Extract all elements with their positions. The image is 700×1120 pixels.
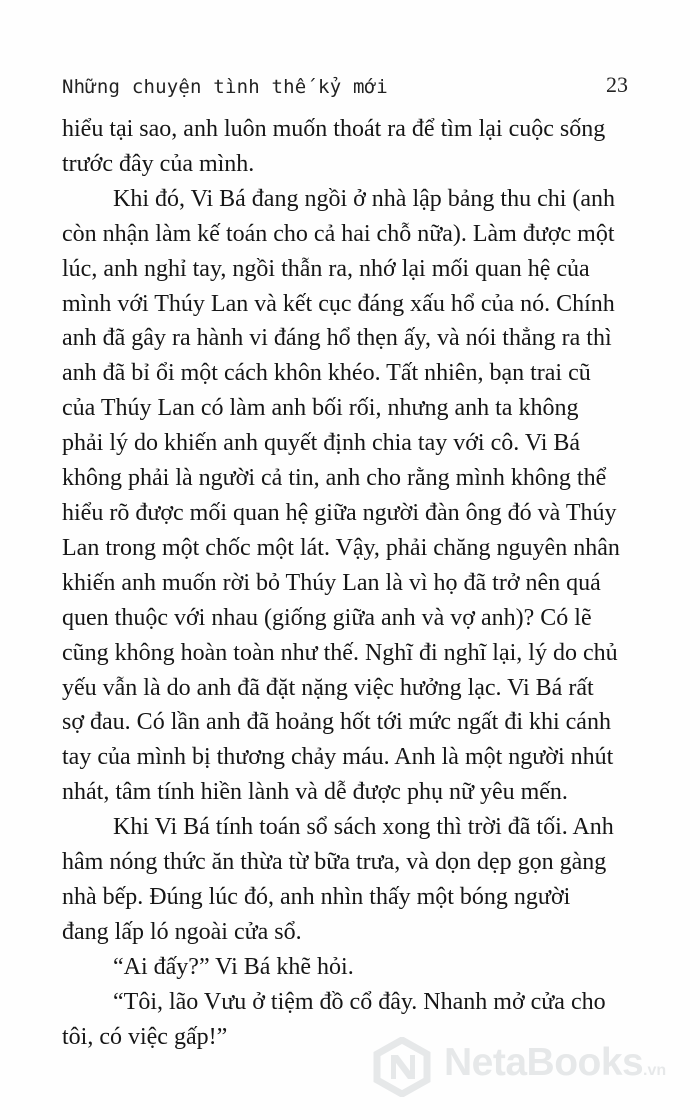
text-line: anh đã bỉ ổi một cách khôn khéo. Tất nhiên, bạn trai cũ [62, 360, 591, 387]
chapter-body [62, 112, 630, 1054]
text-line: tay của mình bị thương chảy máu. Anh là một người nhút [62, 744, 614, 771]
text-line: của Thúy Lan có làm anh bối rối, nhưng anh ta không [62, 395, 579, 422]
paragraph-1 [62, 112, 630, 182]
netabooks-watermark [372, 1037, 682, 1107]
text-line: tôi, có việc gấp!” [62, 1023, 228, 1050]
paragraph-3 [62, 810, 630, 950]
text-line: hiểu rõ được mối quan hệ giữa người đàn ông đó và Thúy [62, 499, 617, 526]
netabooks-logo-icon [372, 1037, 432, 1097]
text-line: trước đây của mình. [62, 150, 255, 177]
watermark-domain-suffix: .vn [643, 1062, 667, 1079]
text-line: sợ đau. Có lần anh đã hoảng hốt tới mức ngất đi khi cánh [62, 709, 611, 736]
text-line: cũng không hoàn toàn như thế. Nghĩ đi nghĩ lại, lý do chủ [62, 639, 618, 666]
watermark-brand-text: NetaBooks [444, 1041, 644, 1084]
text-line: phải lý do khiến anh quyết định chia tay với cô. Vi Bá [62, 430, 581, 457]
text-line: còn nhận làm kế toán cho cả hai chỗ nữa). Làm được một [62, 220, 615, 247]
text-line: Khi đó, Vi Bá đang ngồi ở nhà lập bảng thu chi (anh [113, 185, 616, 212]
dialogue-1 [62, 950, 630, 985]
text-line: “Ai đấy?” Vi Bá khẽ hỏi. [113, 953, 354, 980]
text-line: Khi Vi Bá tính toán sổ sách xong thì trời đã tối. Anh [113, 814, 614, 841]
text-line: quen thuộc với nhau (giống giữa anh và vợ anh)? Có lẽ [62, 604, 592, 631]
text-line: hiểu tại sao, anh luôn muốn thoát ra để tìm lại cuộc sống [62, 116, 606, 142]
text-line: mình với Thúy Lan và kết cục đáng xấu hổ của nó. Chính [62, 290, 615, 317]
text-line: hâm nóng thức ăn thừa từ bữa trưa, và dọn dẹp gọn gàng [62, 849, 607, 876]
text-line: “Tôi, lão Vưu ở tiệm đồ cổ đây. Nhanh mở cửa cho [113, 988, 606, 1015]
text-line: nhà bếp. Đúng lúc đó, anh nhìn thấy một bóng người [62, 883, 571, 910]
text-line: anh đã gây ra hành vi đáng hổ thẹn ấy, và nói thẳng ra thì [62, 325, 612, 352]
text-line: đang lấp ló ngoài cửa sổ. [62, 918, 302, 945]
running-title: Những chuyện tình thế kỷ mới [62, 76, 388, 98]
text-line: không phải là người cả tin, anh cho rằng mình không thể [62, 465, 607, 492]
text-line: khiến anh muốn rời bỏ Thúy Lan là vì họ đã trở nên quá [62, 569, 601, 596]
page-number: 23 [606, 72, 628, 97]
text-line: yếu vẫn là do anh đã đặt nặng việc hưởng lạc. Vi Bá rất [62, 674, 594, 701]
text-line: Lan trong một chốc một lát. Vậy, phải chăng nguyên nhân [62, 534, 620, 561]
paragraph-2 [62, 182, 630, 810]
text-line: lúc, anh nghỉ tay, ngồi thẫn ra, nhớ lại mối quan hệ của [62, 255, 590, 282]
text-line: nhát, tâm tính hiền lành và dễ được phụ nữ yêu mến. [62, 779, 568, 806]
